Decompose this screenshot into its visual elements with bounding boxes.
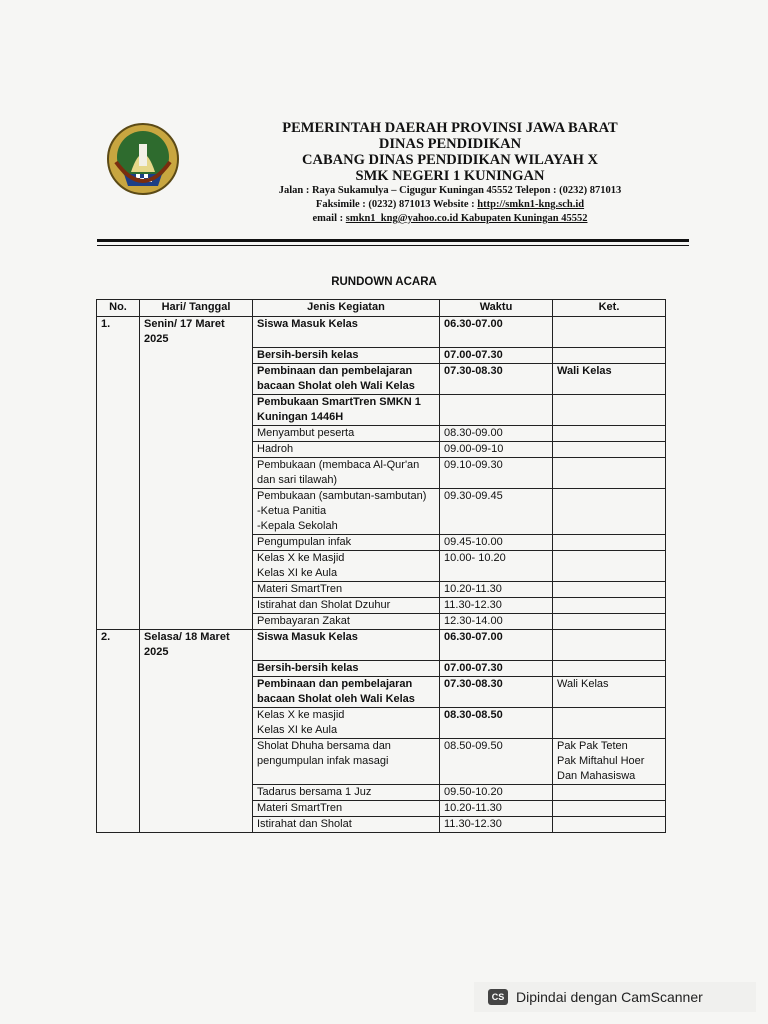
time-cell: 06.30-07.00 bbox=[440, 317, 553, 348]
day-number: 2. bbox=[97, 630, 140, 833]
time-cell: 09.45-10.00 bbox=[440, 535, 553, 551]
time-cell: 12.30-14.00 bbox=[440, 614, 553, 630]
note-cell bbox=[553, 458, 666, 489]
activity-cell: Bersih-bersih kelas bbox=[253, 661, 440, 677]
note-cell bbox=[553, 630, 666, 661]
note-cell bbox=[553, 817, 666, 833]
note-cell bbox=[553, 442, 666, 458]
time-cell: 08.50-09.50 bbox=[440, 739, 553, 785]
note-cell bbox=[553, 582, 666, 598]
camscanner-label: Dipindai dengan CamScanner bbox=[516, 989, 703, 1005]
header-time: Waktu bbox=[440, 300, 553, 317]
letterhead-rule-thin bbox=[97, 245, 689, 246]
note-line: Pak Pak Teten bbox=[557, 740, 628, 752]
branch-office-name: CABANG DINAS PENDIDIKAN WILAYAH X bbox=[302, 152, 598, 168]
day-date: Senin/ 17 Maret 2025 bbox=[140, 317, 253, 630]
activity-cell: Menyambut peserta bbox=[253, 426, 440, 442]
note-cell bbox=[553, 489, 666, 535]
fax-website-line bbox=[190, 198, 710, 212]
activity-cell: Pembinaan dan pembelajaran bacaan Sholat oleh Wali Kelas bbox=[253, 364, 440, 395]
activity-cell: Pembinaan dan pembelajaran bacaan Sholat oleh Wali Kelas bbox=[253, 677, 440, 708]
table-header-row bbox=[97, 300, 666, 317]
day-date: Selasa/ 18 Maret 2025 bbox=[140, 630, 253, 833]
time-cell: 09.10-09.30 bbox=[440, 458, 553, 489]
letterhead-rule-thick bbox=[97, 239, 689, 242]
time-cell: 11.30-12.30 bbox=[440, 598, 553, 614]
activity-cell: Istirahat dan Sholat Dzuhur bbox=[253, 598, 440, 614]
activity-cell: Sholat Dhuha bersama dan pengumpulan infak masagi bbox=[253, 739, 440, 785]
table-row bbox=[97, 630, 666, 661]
note-cell bbox=[553, 598, 666, 614]
activity-cell: Materi SmartTren bbox=[253, 801, 440, 817]
time-cell: 09.30-09.45 bbox=[440, 489, 553, 535]
time-cell: 10.00- 10.20 bbox=[440, 551, 553, 582]
email-line bbox=[190, 212, 710, 226]
header-no: No. bbox=[97, 300, 140, 317]
activity-cell: Materi SmartTren bbox=[253, 582, 440, 598]
activity-cell: Pembukaan SmartTren SMKN 1 Kuningan 1446H bbox=[253, 395, 440, 426]
note-line: Dan Mahasiswa bbox=[557, 770, 636, 782]
email-link[interactable]: smkn1_kng@yahoo.co.id Kabupaten Kuningan 45552 bbox=[345, 213, 588, 224]
government-name: PEMERINTAH DAERAH PROVINSI JAWA BARAT bbox=[282, 120, 618, 136]
note-cell bbox=[553, 426, 666, 442]
note-cell: Wali Kelas bbox=[553, 677, 666, 708]
activity-cell: Hadroh bbox=[253, 442, 440, 458]
time-cell: 07.30-08.30 bbox=[440, 364, 553, 395]
activity-cell bbox=[253, 551, 440, 582]
school-name: SMK NEGERI 1 KUNINGAN bbox=[355, 168, 545, 184]
time-cell: 07.00-07.30 bbox=[440, 348, 553, 364]
note-cell bbox=[553, 785, 666, 801]
note-cell bbox=[553, 739, 666, 785]
activity-cell: Siswa Masuk Kelas bbox=[253, 630, 440, 661]
note-cell bbox=[553, 317, 666, 348]
time-cell: 08.30-09.00 bbox=[440, 426, 553, 442]
provincial-emblem-logo bbox=[106, 122, 180, 196]
note-cell bbox=[553, 348, 666, 364]
time-cell: 07.00-07.30 bbox=[440, 661, 553, 677]
time-cell: 09.00-09-10 bbox=[440, 442, 553, 458]
note-cell bbox=[553, 395, 666, 426]
time-cell bbox=[440, 395, 553, 426]
activity-line: Pembukaan (sambutan-sambutan) bbox=[257, 490, 427, 502]
note-cell bbox=[553, 661, 666, 677]
time-cell: 08.30-08.50 bbox=[440, 708, 553, 739]
time-cell: 09.50-10.20 bbox=[440, 785, 553, 801]
note-line: Pak Miftahul Hoer bbox=[557, 755, 645, 767]
document-title: RUNDOWN ACARA bbox=[331, 276, 437, 288]
time-cell: 10.20-11.30 bbox=[440, 582, 553, 598]
note-cell bbox=[553, 801, 666, 817]
activity-cell: Siswa Masuk Kelas bbox=[253, 317, 440, 348]
note-cell bbox=[553, 614, 666, 630]
activity-line: -Ketua Panitia bbox=[257, 505, 327, 517]
camscanner-icon: CS bbox=[488, 989, 508, 1005]
activity-line: Kelas X ke Masjid bbox=[257, 552, 345, 564]
header-day: Hari/ Tanggal bbox=[140, 300, 253, 317]
activity-line: Kelas XI ke Aula bbox=[257, 567, 338, 579]
rundown-table bbox=[96, 299, 666, 833]
time-cell: 11.30-12.30 bbox=[440, 817, 553, 833]
activity-cell bbox=[253, 489, 440, 535]
letterhead bbox=[190, 120, 710, 226]
note-cell bbox=[553, 708, 666, 739]
department-name: DINAS PENDIDIKAN bbox=[378, 136, 522, 152]
note-cell: Wali Kelas bbox=[553, 364, 666, 395]
email-label: email : bbox=[312, 213, 346, 224]
header-note: Ket. bbox=[553, 300, 666, 317]
day-number: 1. bbox=[97, 317, 140, 630]
table-row bbox=[97, 317, 666, 348]
note-cell bbox=[553, 535, 666, 551]
fax-label: Faksimile : (0232) 871013 Website : bbox=[315, 199, 478, 210]
school-address: Jalan : Raya Sukamulya – Cigugur Kuningan 45552 Telepon : (0232) 871013 bbox=[278, 185, 622, 196]
activity-cell: Pembukaan (membaca Al-Qur'an dan sari tilawah) bbox=[253, 458, 440, 489]
note-cell bbox=[553, 551, 666, 582]
time-cell: 07.30-08.30 bbox=[440, 677, 553, 708]
activity-cell: Pembayaran Zakat bbox=[253, 614, 440, 630]
activity-cell: Pengumpulan infak bbox=[253, 535, 440, 551]
header-activity: Jenis Kegiatan bbox=[253, 300, 440, 317]
time-cell: 06.30-07.00 bbox=[440, 630, 553, 661]
activity-cell: Tadarus bersama 1 Juz bbox=[253, 785, 440, 801]
activity-cell: Istirahat dan Sholat bbox=[253, 817, 440, 833]
activity-line: Kelas X ke masjid bbox=[257, 709, 345, 721]
activity-cell bbox=[253, 708, 440, 739]
time-cell: 10.20-11.30 bbox=[440, 801, 553, 817]
activity-line: Kelas XI ke Aula bbox=[257, 724, 338, 736]
website-link[interactable]: http://smkn1-kng.sch.id bbox=[477, 199, 585, 210]
camscanner-watermark bbox=[474, 982, 756, 1012]
activity-cell: Bersih-bersih kelas bbox=[253, 348, 440, 364]
activity-line: -Kepala Sekolah bbox=[257, 520, 338, 532]
